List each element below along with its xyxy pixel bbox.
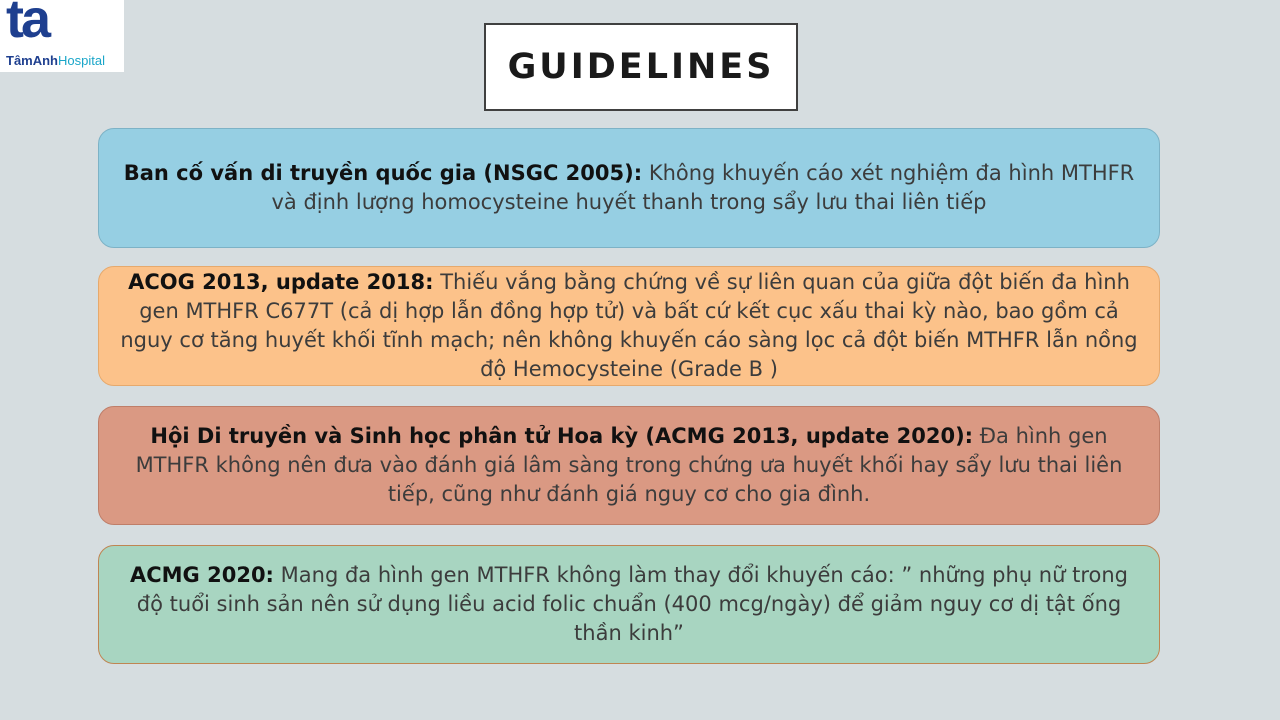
logo-name-part2: Hospital [58, 53, 105, 68]
logo-name-part1: TâmAnh [6, 53, 58, 68]
guideline-card-acmg-2013 [98, 406, 1160, 525]
guideline-source: Ban cố vấn di truyền quốc gia (NSGC 2005): [123, 161, 643, 185]
hospital-logo [0, 0, 124, 72]
guideline-text [115, 561, 1143, 648]
guideline-body: Không khuyến cáo xét nghiệm đa hình MTHFR và định lượng homocysteine huyết thanh trong sẩy lưu thai liên tiếp [271, 161, 1135, 214]
guideline-card-nsgc [98, 128, 1160, 248]
guideline-text [115, 422, 1143, 509]
guideline-card-acog [98, 266, 1160, 386]
guideline-body: Thiếu vắng bằng chứng về sự liên quan của giữa đột biến đa hình gen MTHFR C677T (cả dị hợp lẫn đồng hợp tử) và bất cứ kết cục xấu thai kỳ nào, bao gồm cả nguy cơ tăng huyết khối tĩnh mạch; nên không khuyến cáo sàng lọc cả đột biến MTHFR lẫn nồng độ Hemocysteine (Grade B ) [120, 270, 1138, 381]
guideline-text [115, 268, 1143, 384]
slide-title: GUIDELINES [507, 47, 775, 87]
slide-title-box [484, 23, 798, 111]
guideline-body: Đa hình gen MTHFR không nên đưa vào đánh giá lâm sàng trong chứng ưa huyết khối hay sẩy lưu thai liên tiếp, cũng như đánh giá nguy cơ cho gia đình. [135, 424, 1123, 506]
guideline-card-acmg-2020 [98, 545, 1160, 664]
guideline-source: ACMG 2020: [130, 563, 274, 587]
guideline-source: ACOG 2013, update 2018: [128, 270, 434, 294]
logo-mark: ta [6, 0, 49, 49]
guideline-source: Hội Di truyền và Sinh học phân tử Hoa kỳ (ACMG 2013, update 2020): [150, 424, 974, 448]
guideline-text [115, 159, 1143, 217]
logo-text [6, 54, 105, 67]
guideline-body: Mang đa hình gen MTHFR không làm thay đổi khuyến cáo: ” những phụ nữ trong độ tuổi sinh sản nên sử dụng liều acid folic chuẩn (400 mcg/ngày) để giảm nguy cơ dị tật ống thần kinh” [136, 563, 1128, 645]
